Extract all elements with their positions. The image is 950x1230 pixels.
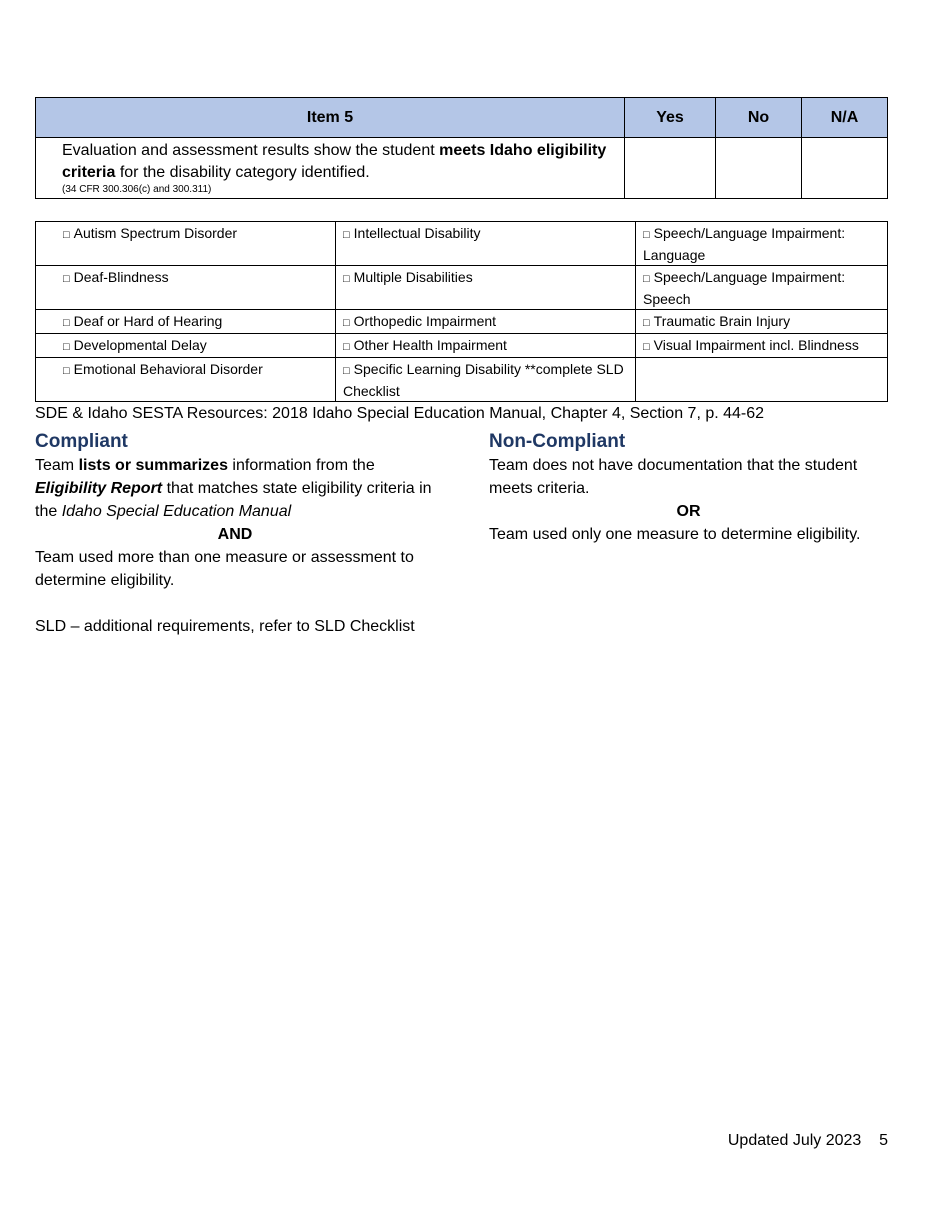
checkbox-icon[interactable]: □ xyxy=(643,229,650,241)
or-label: OR xyxy=(676,503,701,520)
disability-label: Speech/Language Impairment: Speech xyxy=(643,269,846,307)
disability-label: Other Health Impairment xyxy=(353,337,507,353)
noncompliant-text-1: Team does not have documentation that the student meets criteria. xyxy=(489,457,858,497)
no-cell[interactable] xyxy=(716,138,802,199)
disability-label: Autism Spectrum Disorder xyxy=(73,225,238,241)
disability-table xyxy=(35,221,888,402)
disability-row xyxy=(36,334,888,358)
no-header: No xyxy=(716,98,802,138)
disability-row xyxy=(36,222,888,266)
checkbox-icon[interactable]: □ xyxy=(643,273,650,285)
na-cell[interactable] xyxy=(802,138,888,199)
compliant-column xyxy=(35,430,435,638)
checkbox-icon[interactable]: □ xyxy=(343,273,350,285)
disability-label: Deaf or Hard of Hearing xyxy=(73,313,223,329)
item-header-row xyxy=(36,98,888,138)
na-header: N/A xyxy=(802,98,888,138)
disability-cell[interactable] xyxy=(336,334,636,358)
disability-cell[interactable] xyxy=(36,222,336,266)
disability-cell[interactable] xyxy=(36,334,336,358)
disability-cell[interactable] xyxy=(336,310,636,334)
disability-label: Developmental Delay xyxy=(73,337,207,353)
criteria-columns xyxy=(35,430,888,670)
checkbox-icon[interactable]: □ xyxy=(343,229,350,241)
disability-cell[interactable] xyxy=(636,334,888,358)
disability-label: Traumatic Brain Injury xyxy=(653,313,791,329)
disability-label: Specific Learning Disability **complete SLD Checklist xyxy=(343,361,624,399)
checkbox-icon[interactable]: □ xyxy=(643,341,650,353)
noncompliant-column xyxy=(489,430,888,546)
item-text-1: Evaluation and assessment results show the student xyxy=(62,142,440,159)
item-text-bold: meets Idaho eligibility criteria xyxy=(62,142,607,181)
compliant-text: Team lists or summarizes information from the Eligibility Report that matches state eligibility criteria in the Idaho Special Education Manual xyxy=(35,457,432,520)
item-description-cell xyxy=(36,138,625,199)
yes-cell[interactable] xyxy=(625,138,716,199)
disability-cell xyxy=(636,358,888,402)
yes-header: Yes xyxy=(625,98,716,138)
compliant-heading: Compliant xyxy=(35,431,128,452)
disability-label: Visual Impairment incl. Blindness xyxy=(653,337,859,353)
disability-label: Orthopedic Impairment xyxy=(353,313,497,329)
disability-cell[interactable] xyxy=(36,266,336,310)
disability-cell[interactable] xyxy=(636,310,888,334)
disability-cell[interactable] xyxy=(336,358,636,402)
checkbox-icon[interactable]: □ xyxy=(343,365,350,377)
item-text-2: for the disability category identified. xyxy=(115,164,370,181)
footer xyxy=(728,1132,888,1150)
item-table xyxy=(35,97,888,199)
compliant-text-3: SLD – additional requirements, refer to SLD Checklist xyxy=(35,618,415,635)
disability-cell[interactable] xyxy=(336,222,636,266)
disability-label: Speech/Language Impairment: Language xyxy=(643,225,846,263)
disability-row xyxy=(36,266,888,310)
and-label: AND xyxy=(217,526,253,543)
noncompliant-text-2: Team used only one measure to determine eligibility. xyxy=(489,526,861,543)
checkbox-icon[interactable]: □ xyxy=(343,317,350,329)
item-citation: (34 CFR 300.306(c) and 300.311) xyxy=(62,184,212,195)
checkbox-icon[interactable]: □ xyxy=(63,317,70,329)
compliant-text-2: Team used more than one measure or assessment to determine eligibility. xyxy=(35,549,414,589)
disability-label: Multiple Disabilities xyxy=(353,269,473,285)
disability-row xyxy=(36,358,888,402)
checkbox-icon[interactable]: □ xyxy=(63,365,70,377)
item-header: Item 5 xyxy=(36,98,625,138)
page-number: 5 xyxy=(879,1132,888,1149)
disability-cell[interactable] xyxy=(36,310,336,334)
updated-date: Updated July 2023 xyxy=(727,1132,862,1149)
disability-cell[interactable] xyxy=(636,222,888,266)
disability-cell[interactable] xyxy=(336,266,636,310)
disability-label: Deaf-Blindness xyxy=(73,269,169,285)
checkbox-icon[interactable]: □ xyxy=(63,229,70,241)
checkbox-icon[interactable]: □ xyxy=(63,341,70,353)
disability-label: Intellectual Disability xyxy=(353,225,481,241)
checkbox-icon[interactable]: □ xyxy=(343,341,350,353)
noncompliant-heading: Non-Compliant xyxy=(489,431,626,452)
disability-row xyxy=(36,310,888,334)
resources-text: SDE & Idaho SESTA Resources: 2018 Idaho Special Education Manual, Chapter 4, Section 7, p. 44-62 xyxy=(35,405,765,422)
checkbox-icon[interactable]: □ xyxy=(643,317,650,329)
item-row xyxy=(36,138,888,199)
disability-cell[interactable] xyxy=(36,358,336,402)
disability-cell[interactable] xyxy=(636,266,888,310)
disability-label: Emotional Behavioral Disorder xyxy=(73,361,263,377)
checkbox-icon[interactable]: □ xyxy=(63,273,70,285)
page xyxy=(35,97,888,670)
